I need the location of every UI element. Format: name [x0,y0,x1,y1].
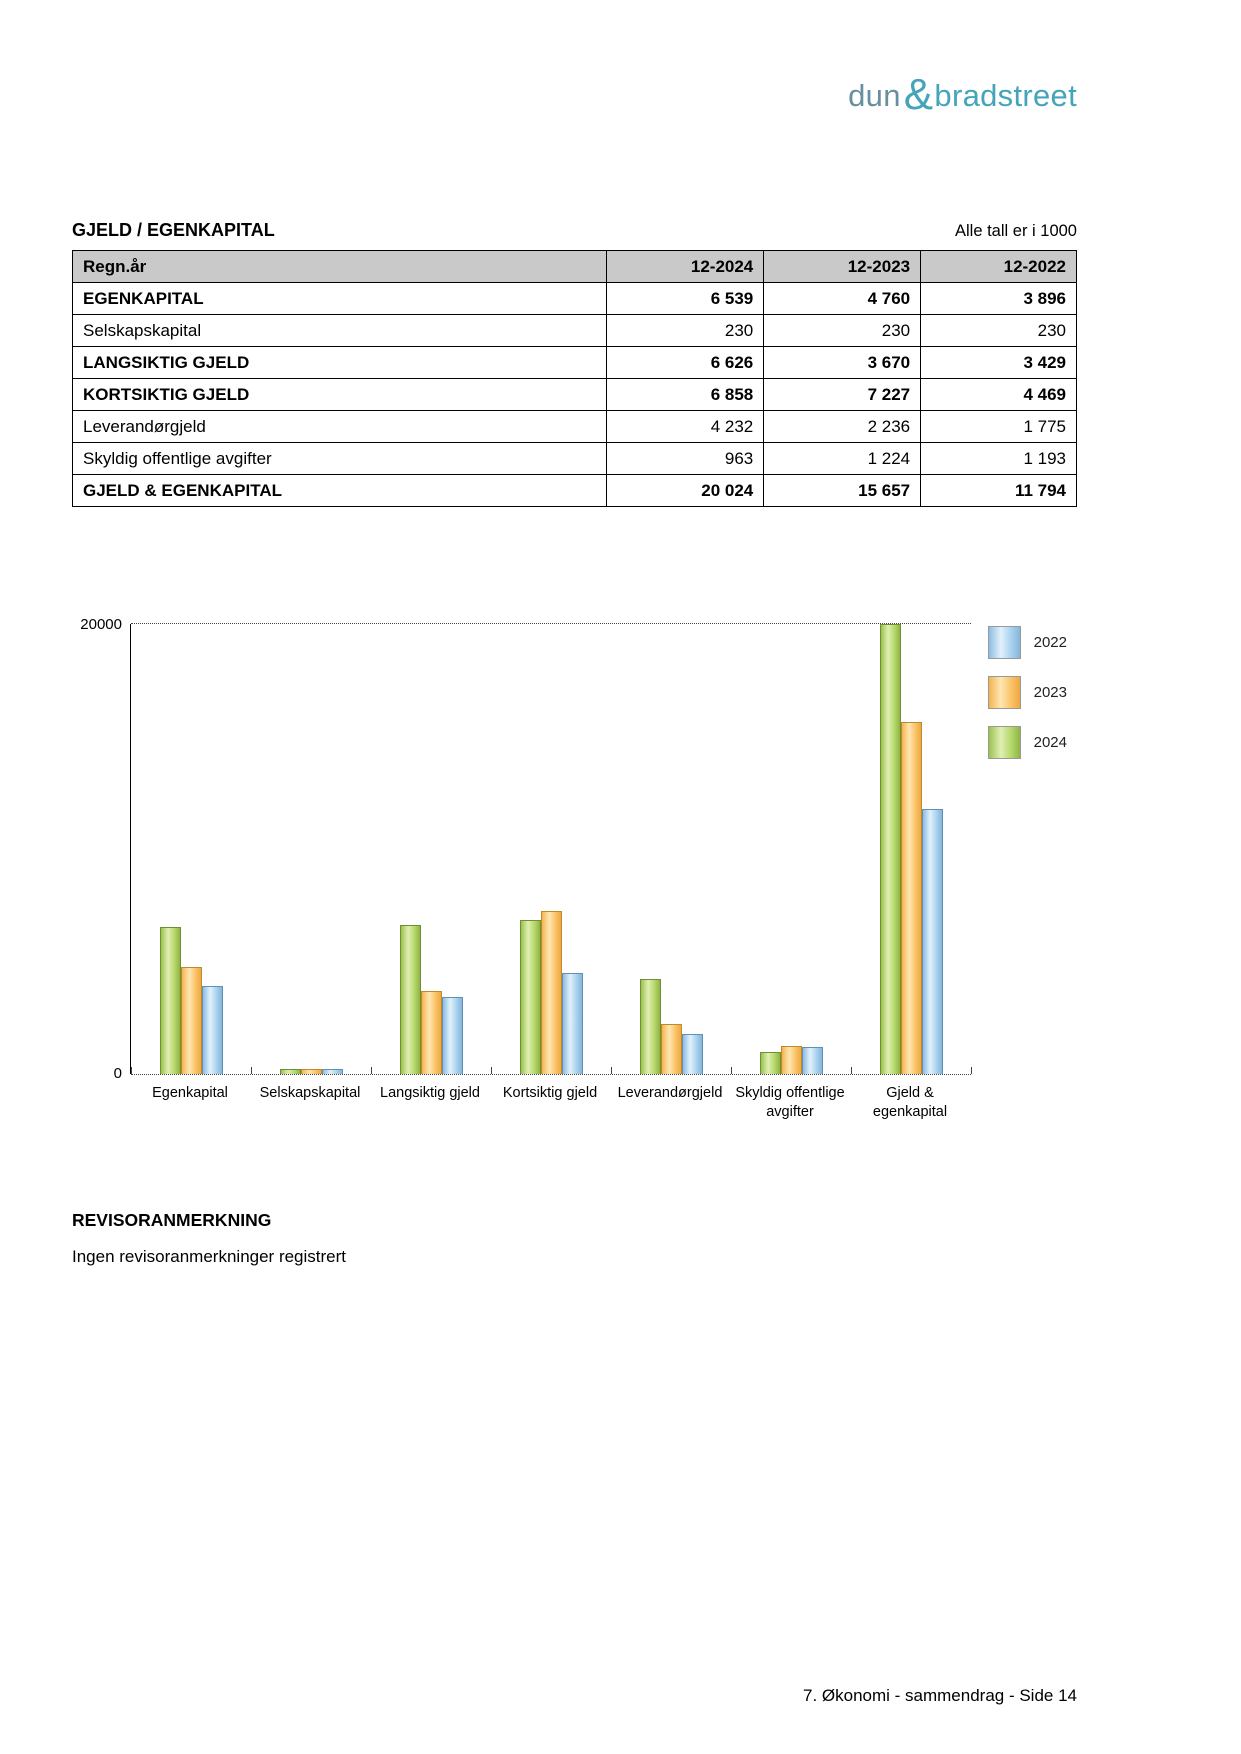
chart-legend [988,626,1067,776]
bar-group [611,624,731,1074]
bar-group [731,624,851,1074]
category-label: Skyldig offentlige avgifter [735,1085,845,1120]
row-label: GJELD & EGENKAPITAL [73,475,607,507]
legend-label: 2024 [1033,734,1067,751]
financial-table [72,250,1077,507]
bar-2023 [781,1046,802,1074]
bar-group [491,624,611,1074]
column-header-2022: 12-2022 [921,251,1077,283]
legend-swatch-2023 [988,676,1021,709]
row-label: EGENKAPITAL [73,283,607,315]
unit-note: Alle tall er i 1000 [955,222,1077,240]
row-value: 2 236 [764,411,921,443]
row-value: 4 760 [764,283,921,315]
bar-group [251,624,371,1074]
legend-label: 2023 [1033,684,1067,701]
logo-dun-text: dun [848,78,901,113]
row-value: 15 657 [764,475,921,507]
footer-page-label: 7. Økonomi - sammendrag - Side 14 [802,1686,1077,1705]
revisor-text: Ingen revisoranmerkninger registrert [72,1247,347,1266]
row-value: 230 [607,315,764,347]
table-body [73,283,1077,507]
bar-group [131,624,251,1074]
table-row [73,347,1077,379]
legend-item [988,726,1067,759]
y-tick-max: 20000 [80,616,122,633]
column-header-2023: 12-2023 [764,251,921,283]
row-value: 6 626 [607,347,764,379]
x-axis-tick [611,1067,612,1074]
section-title: GJELD / EGENKAPITAL [72,220,275,240]
bar-2024 [760,1052,781,1074]
bar-2022 [442,997,463,1074]
x-axis-baseline [131,1074,971,1075]
bar-2023 [901,722,922,1074]
row-value: 4 232 [607,411,764,443]
bar-2023 [421,991,442,1074]
row-value: 230 [764,315,921,347]
table-row [73,475,1077,507]
legend-swatch-2022 [988,626,1021,659]
logo-ampersand-icon: & [903,70,934,119]
dun-bradstreet-logo [848,70,1077,119]
column-header-2024: 12-2024 [607,251,764,283]
category-label: Gjeld & egenkapital [872,1085,948,1120]
column-header-regnar: Regn.år [73,251,607,283]
bar-2024 [280,1069,301,1074]
bar-2024 [400,925,421,1074]
legend-swatch-2024 [988,726,1021,759]
table-row [73,379,1077,411]
category-label: Selskapskapital [259,1085,361,1101]
x-axis-tick [131,1067,132,1074]
bar-2022 [562,973,583,1074]
bar-2023 [541,911,562,1074]
bar-2024 [880,624,901,1074]
logo-bradstreet-text: bradstreet [934,78,1077,113]
debt-equity-bar-chart [72,608,1077,1168]
x-axis-tick [491,1067,492,1074]
table-header-row [73,251,1077,283]
row-value: 963 [607,443,764,475]
table-row [73,411,1077,443]
row-value: 3 896 [921,283,1077,315]
bar-2024 [160,927,181,1074]
legend-item [988,676,1067,709]
row-value: 1 224 [764,443,921,475]
x-axis-tick [371,1067,372,1074]
category-label: Egenkapital [152,1085,228,1101]
row-value: 3 670 [764,347,921,379]
row-label: KORTSIKTIG GJELD [73,379,607,411]
category-label: Kortsiktig gjeld [502,1085,598,1101]
bar-2022 [202,986,223,1074]
row-label: Selskapskapital [73,315,607,347]
table-row [73,315,1077,347]
bar-2022 [322,1069,343,1074]
x-axis-tick [971,1067,972,1074]
x-axis-tick [851,1067,852,1074]
bar-2023 [661,1024,682,1074]
bar-2023 [301,1069,322,1074]
table-row [73,283,1077,315]
bar-2022 [802,1047,823,1074]
row-value: 1 775 [921,411,1077,443]
x-axis-tick [251,1067,252,1074]
section-header [72,220,1077,241]
row-value: 20 024 [607,475,764,507]
bar-group [371,624,491,1074]
y-tick-zero: 0 [113,1065,122,1082]
row-value: 7 227 [764,379,921,411]
table-row [73,443,1077,475]
row-value: 230 [921,315,1077,347]
bar-group [851,624,971,1074]
legend-item [988,626,1067,659]
bar-2022 [682,1034,703,1074]
row-value: 4 469 [921,379,1077,411]
row-label: LANGSIKTIG GJELD [73,347,607,379]
bar-2023 [181,967,202,1074]
revisor-title: REVISORANMERKNING [72,1210,272,1230]
row-value: 3 429 [921,347,1077,379]
category-label: Langsiktig gjeld [380,1085,480,1101]
category-label: Leverandørgjeld [617,1085,723,1101]
row-value: 1 193 [921,443,1077,475]
legend-label: 2022 [1033,634,1067,651]
row-label: Skyldig offentlige avgifter [73,443,607,475]
row-value: 6 858 [607,379,764,411]
bar-2024 [520,920,541,1074]
row-value: 11 794 [921,475,1077,507]
row-label: Leverandørgjeld [73,411,607,443]
bar-2022 [922,809,943,1074]
bar-2024 [640,979,661,1074]
chart-plot [80,616,971,1082]
x-axis-tick [731,1067,732,1074]
row-value: 6 539 [607,283,764,315]
